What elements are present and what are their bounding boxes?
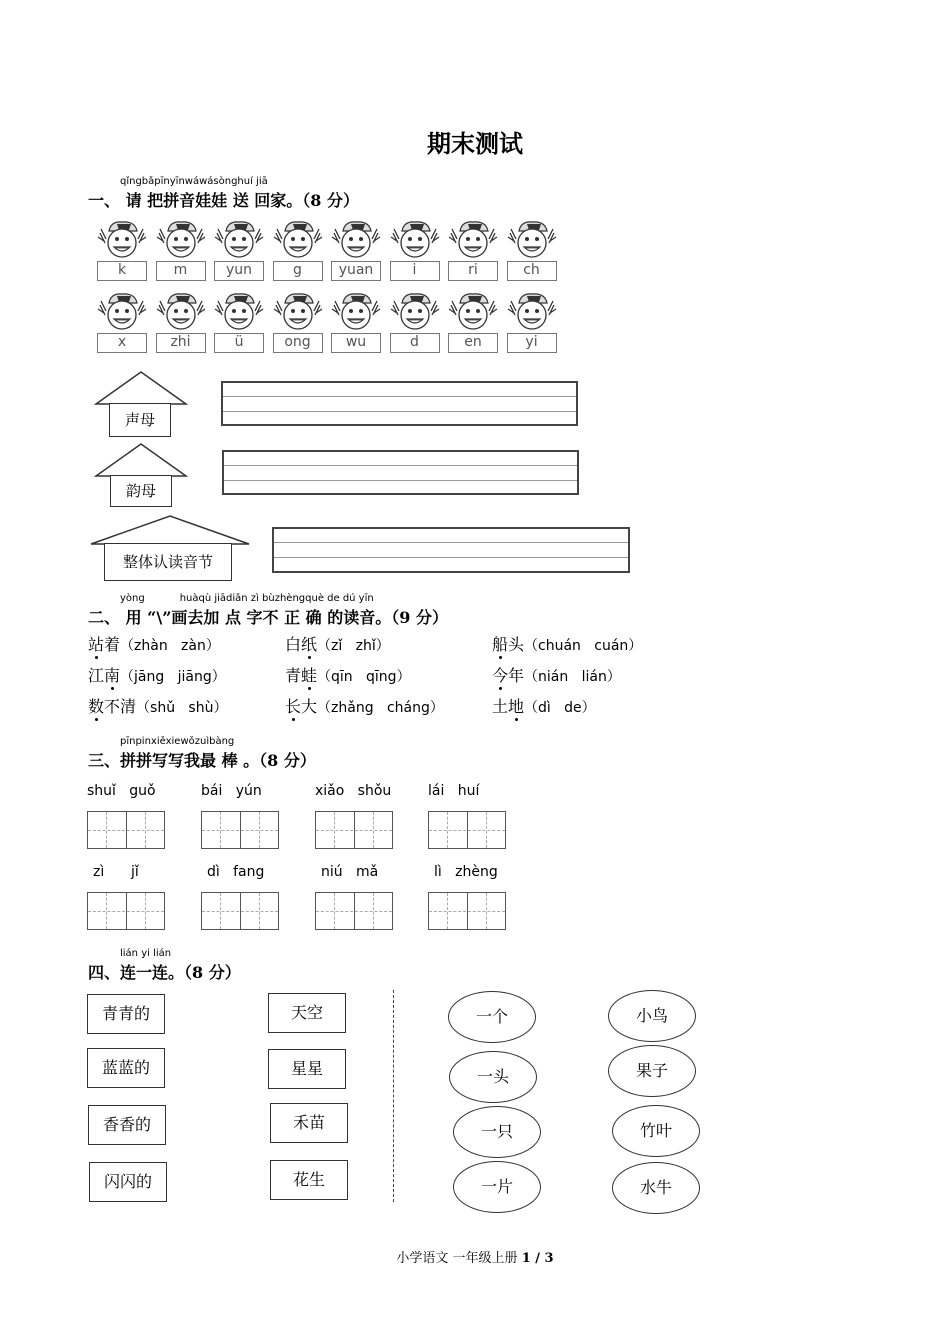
s4-adjective-box[interactable]: 闪闪的	[89, 1162, 167, 1202]
s1-pinyin: qǐngbǎpīnyīnwáwásònghuí jiā	[120, 176, 268, 187]
pinyin-card-label: x	[97, 333, 147, 353]
s2-dotted-char: 地	[508, 697, 525, 716]
cartoon-kid-icon	[154, 291, 208, 335]
s2-word-post: 年	[508, 666, 525, 685]
cartoon-kid-icon	[388, 291, 442, 335]
house-roof-yunmu	[94, 442, 188, 478]
pinyin-card-row2-6[interactable]	[446, 291, 500, 357]
s2-word-pre: 江	[88, 666, 105, 685]
s2-word-pre: 土	[492, 697, 509, 716]
cartoon-kid-icon	[329, 291, 383, 335]
s2-dotted-char: 纸	[301, 635, 318, 654]
s3-pinyin-label: xiǎo shǒu	[315, 783, 392, 799]
s2-word-post: 大	[301, 697, 318, 716]
cartoon-kid-icon	[212, 219, 266, 263]
pinyin-card-label: zhi	[156, 333, 206, 353]
s4-adjective-box[interactable]: 青青的	[87, 994, 165, 1034]
s3-writing-grid[interactable]	[201, 892, 279, 930]
s4-noun-box[interactable]: 花生	[270, 1160, 348, 1200]
pinyin-card-row2-4[interactable]	[329, 291, 383, 357]
s2-pinyin-options: （chuán cuán）	[524, 638, 643, 654]
s4-heading: 四、连一连。（8 分）	[88, 963, 241, 982]
pinyin-card-label: ong	[273, 333, 323, 353]
s3-pinyin: pīnpinxiěxiewǒzuìbàng	[120, 736, 235, 747]
pinyin-card-label: g	[273, 261, 323, 281]
house-shengmu-label: 声母	[109, 403, 171, 437]
pinyin-card-label: ü	[214, 333, 264, 353]
pinyin-card-row2-1[interactable]	[154, 291, 208, 357]
s2-word-pre: 白	[285, 635, 302, 654]
s2-dotted-char: 南	[104, 666, 121, 685]
pinyin-card-label: ri	[448, 261, 498, 281]
pinyin-card-row1-5[interactable]	[388, 219, 442, 285]
writing-lines-yunmu[interactable]	[222, 450, 579, 495]
s3-writing-grid[interactable]	[428, 892, 506, 930]
s2-word-post: 不清	[104, 697, 137, 716]
s1-heading: 一、 请 把拼音娃娃 送 回家。（8 分）	[88, 191, 359, 210]
s2-heading: 二、 用 “\”画去加 点 字不 正 确 的读音。（9 分）	[88, 608, 448, 627]
s2-word-pre: 青	[285, 666, 302, 685]
cartoon-kid-icon	[388, 219, 442, 263]
s2-item[interactable]	[88, 632, 220, 655]
writing-lines-zhengti[interactable]	[272, 527, 630, 573]
s2-dotted-char: 站	[88, 635, 105, 654]
s4-measure-oval[interactable]: 一头	[449, 1051, 537, 1103]
s3-pinyin-label: lì zhèng	[434, 864, 498, 880]
s3-writing-grid[interactable]	[315, 892, 393, 930]
s4-measure-oval[interactable]: 一只	[453, 1106, 541, 1158]
s2-pinyin-options: （jāng jiāng）	[120, 669, 226, 685]
s2-dotted-char: 今	[492, 666, 509, 685]
cartoon-kid-icon	[446, 291, 500, 335]
s2-pinyin-options: （zhàn zàn）	[120, 638, 220, 654]
house-yunmu-label: 韵母	[110, 475, 172, 507]
s2-dotted-char: 长	[285, 697, 302, 716]
s2-pinyin-options: （dì de）	[524, 700, 596, 716]
s2-item[interactable]	[492, 632, 642, 655]
s2-item[interactable]	[285, 694, 444, 717]
s2-item[interactable]	[88, 663, 226, 686]
s3-heading: 三、拼拼写写我最 棒 。（8 分）	[88, 751, 316, 770]
s4-noun-box[interactable]: 禾苗	[270, 1103, 348, 1143]
s4-object-oval[interactable]: 果子	[608, 1045, 696, 1097]
s3-writing-grid[interactable]	[87, 811, 165, 849]
s2-pinyin: yòng huàqù jiādiǎn zì bùzhèngquè de dú yīn	[120, 593, 374, 604]
s2-word-post: 着	[104, 635, 121, 654]
s2-pinyin-options: （zhǎng cháng）	[317, 700, 444, 716]
s4-measure-oval[interactable]: 一个	[448, 991, 536, 1043]
s3-pinyin-label: zì jǐ	[93, 864, 139, 880]
pinyin-card-label: wu	[331, 333, 381, 353]
house-roof-zhengti	[89, 514, 251, 546]
s2-item[interactable]	[285, 663, 411, 686]
pinyin-card-row1-2[interactable]	[212, 219, 266, 285]
s3-pinyin-label: shuǐ guǒ	[87, 783, 156, 799]
pinyin-card-row2-0[interactable]	[95, 291, 149, 357]
pinyin-card-row1-7[interactable]	[505, 219, 559, 285]
pinyin-card-row2-2[interactable]	[212, 291, 266, 357]
s4-adjective-box[interactable]: 香香的	[88, 1105, 166, 1145]
s3-pinyin-label: niú mǎ	[321, 864, 379, 880]
s4-noun-box[interactable]: 星星	[268, 1049, 346, 1089]
cartoon-kid-icon	[95, 291, 149, 335]
pinyin-card-label: m	[156, 261, 206, 281]
s2-pinyin-options: （zǐ zhǐ）	[317, 638, 390, 654]
cartoon-kid-icon	[505, 291, 559, 335]
s2-pinyin-options: （shǔ shù）	[136, 700, 228, 716]
cartoon-kid-icon	[95, 219, 149, 263]
s4-object-oval[interactable]: 竹叶	[612, 1105, 700, 1157]
footer-page: 1 / 3	[521, 1251, 554, 1266]
pinyin-card-label: d	[390, 333, 440, 353]
pinyin-card-label: en	[448, 333, 498, 353]
divider	[393, 990, 394, 1202]
cartoon-kid-icon	[212, 291, 266, 335]
house-zhengti-label: 整体认读音节	[104, 543, 232, 581]
pinyin-card-row1-6[interactable]	[446, 219, 500, 285]
s3-writing-grid[interactable]	[201, 811, 279, 849]
pinyin-card-label: ch	[507, 261, 557, 281]
page-title: 期末测试	[427, 129, 523, 158]
s2-dotted-char: 蛙	[301, 666, 318, 685]
s2-item[interactable]	[285, 632, 390, 655]
s2-item[interactable]	[492, 663, 621, 686]
pinyin-card-row1-3[interactable]	[271, 219, 325, 285]
house-roof-shengmu	[94, 370, 188, 406]
s3-pinyin-label: dì fang	[207, 864, 265, 880]
pinyin-card-row1-1[interactable]	[154, 219, 208, 285]
s4-object-oval[interactable]: 小鸟	[608, 990, 696, 1042]
cartoon-kid-icon	[329, 219, 383, 263]
s2-item[interactable]	[492, 694, 596, 717]
pinyin-card-row2-5[interactable]	[388, 291, 442, 357]
cartoon-kid-icon	[505, 219, 559, 263]
s3-pinyin-label: bái yún	[201, 783, 262, 799]
s3-writing-grid[interactable]	[428, 811, 506, 849]
s2-pinyin-options: （nián lián）	[524, 669, 621, 685]
s2-dotted-char: 数	[88, 697, 105, 716]
footer	[0, 1247, 950, 1266]
pinyin-card-label: i	[390, 261, 440, 281]
pinyin-card-row2-7[interactable]	[505, 291, 559, 357]
pinyin-card-label: yuan	[331, 261, 381, 281]
pinyin-card-label: yi	[507, 333, 557, 353]
pinyin-card-row1-0[interactable]	[95, 219, 149, 285]
s3-pinyin-label: lái huí	[428, 783, 480, 799]
writing-lines-shengmu[interactable]	[221, 381, 578, 426]
cartoon-kid-icon	[154, 219, 208, 263]
s2-dotted-char: 船	[492, 635, 509, 654]
s2-item[interactable]	[88, 694, 227, 717]
s4-object-oval[interactable]: 水牛	[612, 1162, 700, 1214]
s2-pinyin-options: （qīn qīng）	[317, 669, 411, 685]
s4-adjective-box[interactable]: 蓝蓝的	[87, 1048, 165, 1088]
cartoon-kid-icon	[446, 219, 500, 263]
s4-measure-oval[interactable]: 一片	[453, 1161, 541, 1213]
s2-word-post: 头	[508, 635, 525, 654]
pinyin-card-label: k	[97, 261, 147, 281]
pinyin-card-row1-4[interactable]	[329, 219, 383, 285]
pinyin-card-label: yun	[214, 261, 264, 281]
s3-writing-grid[interactable]	[87, 892, 165, 930]
cartoon-kid-icon	[271, 219, 325, 263]
s4-noun-box[interactable]: 天空	[268, 993, 346, 1033]
s3-writing-grid[interactable]	[315, 811, 393, 849]
cartoon-kid-icon	[271, 291, 325, 335]
s4-pinyin: lián yi lián	[120, 948, 172, 959]
footer-text: 小学语文 一年级上册	[396, 1251, 522, 1266]
pinyin-card-row2-3[interactable]	[271, 291, 325, 357]
